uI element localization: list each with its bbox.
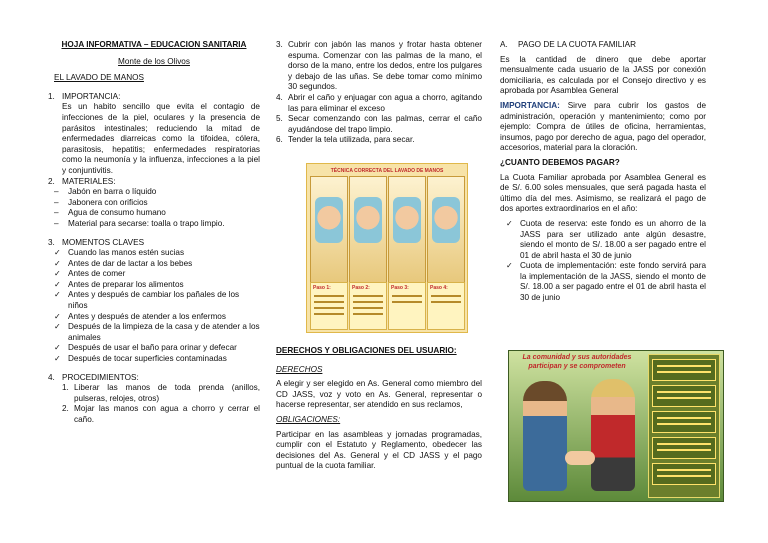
poster-step-image: [310, 176, 348, 286]
list-item: – Material para secarse: toalla o trapo limpio.: [54, 218, 225, 228]
importancia-text: Es un habito sencillo que evita el contagio de infecciones de la piel, oculares y la presencia de parásitos intestinales; reduciendo la mitad de enfermedades diarreicas como la tifoidea, cólera, parasitosis, hepatitis; enfermedades respiratorias como la neumonía y la influenza, infecciones a la piel y conjuntivitis.: [62, 102, 260, 175]
community-poster-sidebar: [648, 354, 720, 498]
handwashing-poster: [306, 163, 468, 333]
importancia-heading: 1. IMPORTANCIA:: [48, 91, 121, 101]
column-lavado: [48, 40, 260, 426]
procedimientos-list: [48, 383, 260, 425]
poster-step-label: Paso 4:: [427, 282, 465, 330]
column-procedimientos: [276, 40, 482, 146]
community-poster: [508, 350, 724, 502]
procedimientos-heading: 4. PROCEDIMIENTOS:: [48, 372, 139, 382]
list-item: 6. Tender la tela utilizada, para secar.: [276, 135, 415, 145]
check-icon: ✓: [54, 269, 61, 279]
list-item: ✓ Antes y después de cambiar los pañales de los niños: [48, 290, 260, 311]
poster-step-label: Paso 3:: [388, 282, 426, 330]
poster-title: TÉCNICA CORRECTA DEL LAVADO DE MANOS: [330, 168, 444, 174]
pago-heading: A. PAGO DE LA CUOTA FAMILIAR: [500, 40, 636, 49]
check-icon: ✓: [54, 279, 61, 289]
document-title: HOJA INFORMATIVA – EDUCACION SANITARIA: [61, 40, 247, 49]
check-icon: ✓: [506, 261, 513, 271]
cuanto-text: La Cuota Familiar aprobada por Asamblea General es de S/. 6.00 soles mensuales, que será pagada hasta el último día del mes. Asimismo, se realizará el pago de dos aportes extraordinarios en el año:: [500, 172, 706, 214]
check-icon: ✓: [54, 258, 61, 268]
importancia-cuota-text: IMPORTANCIA: Sirve para cubrir los gastos de administración, operación y mantenimiento; como por ejemplo: Compra de útiles de oficina, herramientas, insumos, pago por derecho de agua, pago del operador, accesorios, material para la cloración.: [500, 100, 706, 153]
person-illustration: [591, 379, 635, 491]
cuanto-heading: ¿CUANTO DEBEMOS PAGAR?: [500, 157, 620, 167]
list-item: ✓ Antes de preparar los alimentos: [48, 280, 260, 291]
list-item: 4. Abrir el caño y enjuagar con agua a chorro, agitando las para eliminar el exceso: [276, 92, 482, 113]
person-illustration: [523, 381, 567, 491]
list-item: ✓ Después de usar el baño para orinar y defecar: [48, 343, 260, 354]
list-item: 1. Liberar las manos de toda prenda (anillos, pulseras, relojes, otros): [62, 383, 260, 403]
check-icon: ✓: [54, 343, 61, 353]
poster-step-image: [427, 176, 465, 286]
poster-step-image: [388, 176, 426, 286]
pago-text: Es la cantidad de dinero que debe aportar mensualmente cada usuario de la JASS por conexión domiciliaria, es calculada por el Consejo directivo y es aprobada por Asamblea General: [500, 54, 706, 96]
list-item: 3. Cubrir con jabón las manos y frotar hasta obtener espuma. Comenzar con las palmas de la mano, el dorso de la mano, entre los dedos, entre los pulgares y debajo de las uñas. Se debe tomar como mínimo 30 segundos.: [276, 40, 482, 92]
materiales-list: [48, 187, 260, 229]
steps-list: [276, 40, 482, 146]
list-item: 5. Secar comenzando con las palmas, cerrar el caño ayudándose del trapo limpio.: [276, 114, 482, 134]
check-icon: ✓: [506, 218, 513, 228]
derechos-subheading: DERECHOS: [276, 364, 323, 374]
check-icon: ✓: [54, 248, 61, 258]
check-icon: ✓: [54, 311, 61, 321]
derechos-section: [276, 346, 482, 472]
aportes-list: [500, 219, 706, 304]
list-item: – Jabonera con orificios: [54, 197, 148, 207]
obligaciones-text: Participar en las asambleas y jornadas programadas, cumplir con el Estatuto y Reglamento, obedecer las decisiones del As. General y el CD JASS y el pago puntual de la cuota familiar.: [276, 429, 482, 471]
list-item: ✓ Después de la limpieza de la casa y de atender a los animales: [48, 322, 260, 343]
derechos-text: A elegir y ser elegido en As. General como miembro del CD JASS, voz y voto en As. General, representar o hacerse representar, ser atendido en sus reclamos,: [276, 379, 482, 410]
check-icon: ✓: [54, 290, 61, 300]
community-poster-title: La comunidad y sus autoridades participan y se comprometen: [522, 354, 632, 370]
momentos-list: [48, 248, 260, 365]
place-name: Monte de los Olivos: [118, 56, 190, 66]
column-cuota: [500, 40, 706, 304]
list-item: – Agua de consumo humano: [54, 208, 166, 218]
poster-step-label: Paso 2:: [349, 282, 387, 330]
list-item: – Jabón en barra o líquido: [54, 187, 157, 197]
list-item: ✓ Cuando las manos estén sucias: [48, 248, 260, 259]
obligaciones-subheading: OBLIGACIONES:: [276, 414, 341, 424]
derechos-heading: DERECHOS Y OBLIGACIONES DEL USUARIO:: [276, 346, 457, 355]
check-icon: ✓: [54, 322, 61, 332]
handshake-illustration: [565, 451, 595, 465]
poster-step-label: Paso 1:: [310, 282, 348, 330]
check-icon: ✓: [54, 354, 61, 364]
section-title: EL LAVADO DE MANOS: [54, 73, 144, 83]
list-item: 2. Mojar las manos con agua a chorro y cerrar el caño.: [62, 404, 260, 424]
poster-step-image: [349, 176, 387, 286]
list-item: ✓ Cuota de reserva: este fondo es un ahorro de la JASS para ser utilizado ante algún desastre, siendo el monto de S/. 18.00 a ser pagado entre el 01 de abril hasta el 30 de junio: [500, 219, 706, 261]
list-item: ✓ Cuota de implementación: este fondo servirá para la implementación de la JASS, siendo el monto de S/. 18.00 a ser pagado entre el 01 de abril hasta el 30 de junio: [500, 261, 706, 303]
materiales-heading: 2. MATERIALES:: [48, 176, 116, 186]
list-item: ✓ Antes de comer: [48, 269, 260, 280]
list-item: ✓ Antes de dar de lactar a los bebes: [48, 259, 260, 270]
momentos-heading: 3. MOMENTOS CLAVES: [48, 237, 145, 247]
list-item: ✓ Después de tocar superficies contaminadas: [48, 354, 260, 365]
list-item: ✓ Antes y después de atender a los enfermos: [48, 312, 260, 323]
